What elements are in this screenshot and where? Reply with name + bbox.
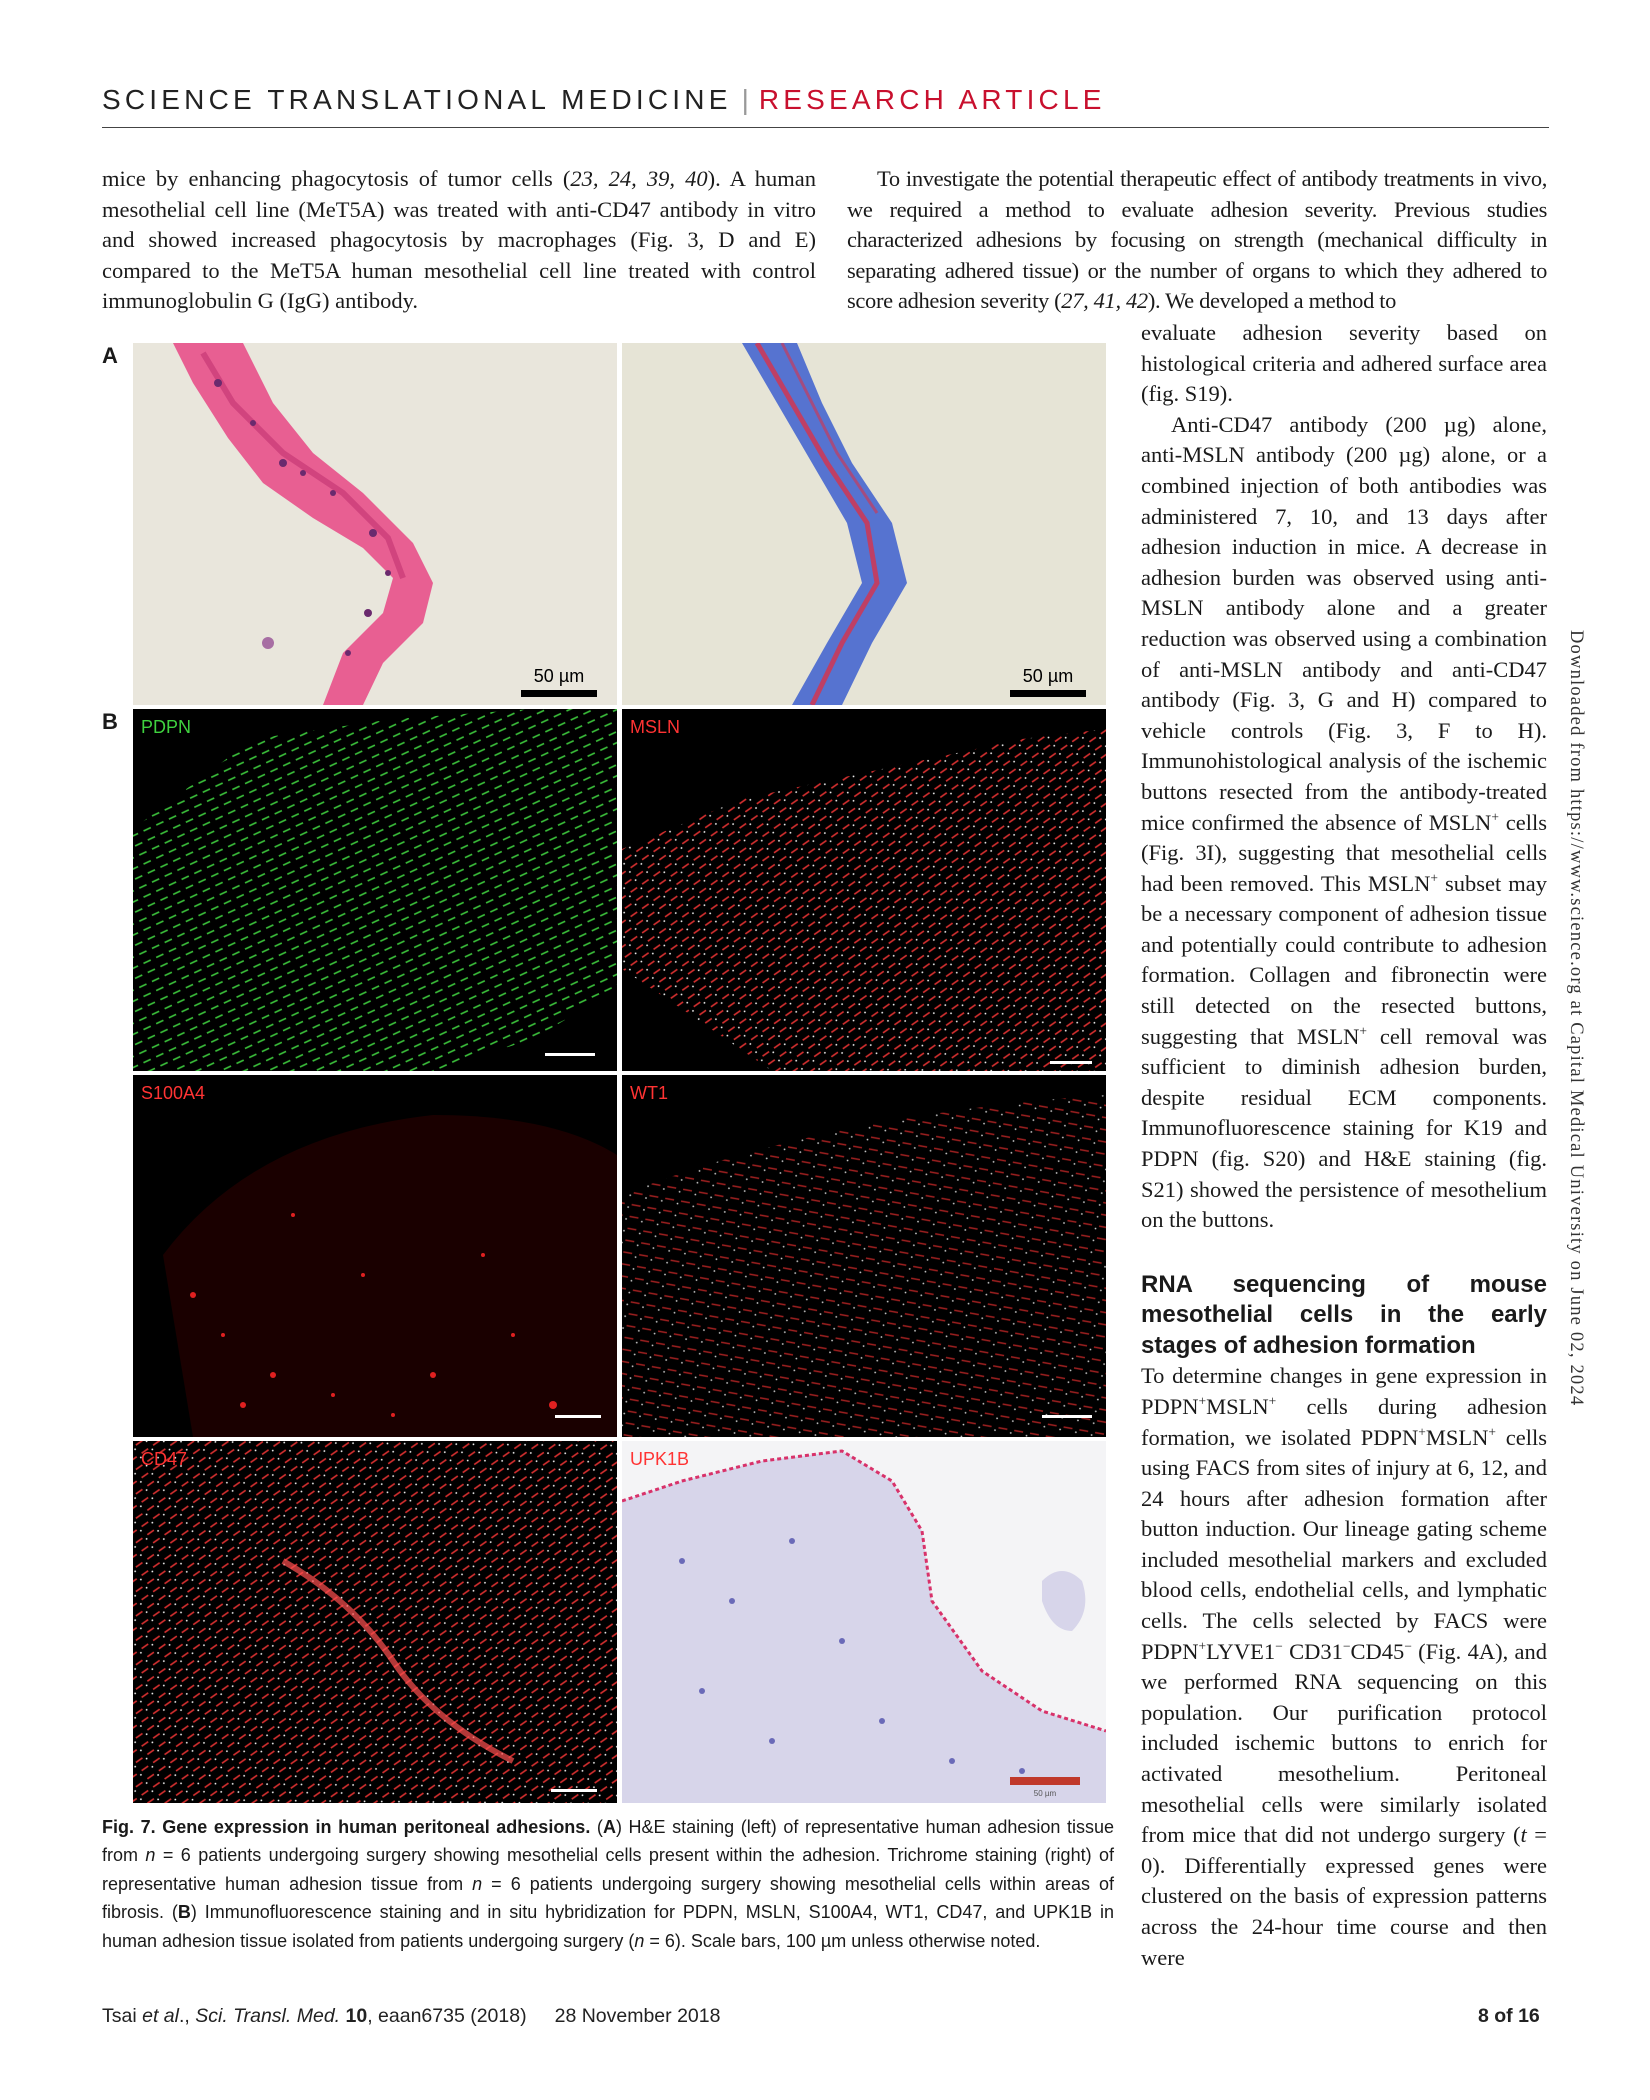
scale-bar (555, 1415, 601, 1418)
section-name: RESEARCH ARTICLE (758, 84, 1106, 115)
upk1b-scale-bar (1010, 1777, 1080, 1785)
page-number: 8 of 16 (1478, 2005, 1540, 2027)
pdpn-fluorescence-image (133, 709, 617, 1071)
msln-panel (622, 709, 1106, 1071)
s100a4-panel (133, 1075, 617, 1437)
upk1b-scale-label: 50 µm (1033, 1789, 1057, 1798)
section-heading: RNA sequencing of mouse mesothelial cells in the early stages of adhesion formation (1141, 1270, 1547, 1359)
figure-caption: Fig. 7. Gene expression in human peritoneal adhesions. (A) H&E staining (left) of representative human adhesion tissue from n = 6 patients undergoing surgery showing mesothelial cells present within the adhesion. Trichrome staining (right) of representative human adhesion tissue from n = 6 patients undergoing surgery showing mesothelial cells within areas of fibrosis. (B) Immunofluorescence staining and in situ hybridization for PDPN, MSLN, S100A4, WT1, CD47, and UPK1B in human adhesion tissue isolated from patients undergoing surgery (n = 6). Scale bars, 100 µm unless otherwise noted. (102, 1817, 1114, 1951)
panel-label-pdpn: PDPN (141, 717, 192, 737)
scale-label: 50 µm (533, 666, 585, 686)
msln-fluorescence-image (622, 709, 1106, 1071)
wt1-fluorescence-image (622, 1075, 1106, 1437)
he-stain-panel (133, 343, 617, 705)
download-notice: Downloaded from https://www.science.org at Capital Medical University on June 02, 2024 (1566, 630, 1586, 1407)
running-header (102, 84, 1106, 116)
scale-bar-a-left (521, 665, 597, 697)
figure-label-a: A (102, 343, 118, 368)
panel-label-wt1: WT1 (630, 1083, 668, 1103)
upk1b-ish-image (622, 1441, 1106, 1803)
left-intro-paragraph: mice by enhancing phagocytosis of tumor cells (23, 24, 39, 40). A human mesothelial cell line (MeT5A) was treated with anti-CD47 antibody in vitro and showed increased phagocytosis by macrophages (Fig. 3, D and E) compared to the MeT5A human mesothelial cell line treated with control immunoglobulin G (IgG) antibody. (102, 166, 816, 314)
scale-bar (545, 1053, 595, 1056)
scale-bar (1042, 1415, 1092, 1418)
panel-label-cd47: CD47 (141, 1449, 188, 1469)
footer-date: 28 November 2018 (554, 2005, 721, 2027)
right-column: evaluate adhesion severity based on histological criteria and adhered surface area (fig. S19). Anti-CD47 antibody (200 µg) alone, anti-MSLN antibody (200 µg) alone, or a combined injection of both antibodies was administered 7, 10, and 13 days after adhesion induction in mice. A decrease in adhesion burden was observed using anti-MSLN antibody alone and a greater reduction was observed using a combination of anti-MSLN antibody and anti-CD47 antibody (Fig. 3, G and H) compared to vehicle controls (Fig. 3, F to H). Immunohistological analysis of the ischemic buttons resected from the antibody-treated mice confirmed the absence of MSLN+ cells (Fig. 3I), suggesting that mesothelial cells had been removed. This MSLN+ subset may be a necessary component of adhesion tissue and potentially could contribute to adhesion formation. Collagen and fibronectin were still detected on the resected buttons, suggesting that MSLN+ cell removal was sufficient to diminish adhesion burden, despite residual ECM components. Immunofluorescence staining for K19 and PDPN (fig. S20) and H&E staining (fig. S21) showed the persistence of mesothelium on the buttons. RNA sequencing of mouse mesothelial cells in the early stages of adhesion formation To determine changes in gene expression in PDPN+MSLN+ cells during adhesion formation, we isolated PDPN+MSLN+ cells using FACS from sites of injury at 6, 12, and 24 hours after adhesion formation after button induction. Our lineage gating scheme included mesothelial markers and excluded blood cells, endothelial cells, and lymphatic cells. The cells selected by FACS were PDPN+LYVE1− CD31−CD45− (Fig. 4A), and we performed RNA sequencing on this population. Our purification protocol included ischemic buttons to enrich for activated mesothelium. Peritoneal mesothelial cells were similarly isolated from mice that did not undergo surgery (t = 0). Differentially expressed genes were clustered on the basis of expression patterns across the 24-hour time course and then were (1141, 320, 1548, 1970)
right-intro-paragraph: To investigate the potential therapeutic effect of antibody treatments in vivo, we required a method to evaluate adhesion severity. Previous studies characterized adhesions by focusing on strength (mechanical difficulty in separating adhered tissue) or the number of organs to which they adhered to score adhesion severity (27, 41, 42). We developed a method to (847, 166, 1547, 314)
scale-label: 50 µm (1022, 666, 1074, 686)
caption-title: Fig. 7. Gene expression in human peritoneal adhesions. (102, 1817, 591, 1837)
figure-label-b: B (102, 709, 118, 734)
pdpn-panel (133, 709, 617, 1071)
header-rule (102, 127, 1549, 128)
trichrome-tissue-image (622, 343, 1106, 705)
scale-bar (1050, 1061, 1092, 1064)
panel-label-msln: MSLN (630, 717, 681, 737)
s100a4-fluorescence-image (133, 1075, 617, 1437)
upk1b-panel (622, 1441, 1106, 1803)
cd47-fluorescence-image (133, 1441, 617, 1803)
panel-label-upk1b: UPK1B (630, 1449, 690, 1469)
scale-bar (551, 1789, 597, 1792)
trichrome-stain-panel (622, 343, 1106, 705)
wt1-panel (622, 1075, 1106, 1437)
footer-citation: Tsai et al., Sci. Transl. Med. 10, eaan6735 (2018) 28 November 2018 (102, 2005, 721, 2027)
scale-bar-a-right (1010, 665, 1086, 697)
cd47-panel (133, 1441, 617, 1803)
journal-name: SCIENCE TRANSLATIONAL MEDICINE (102, 84, 732, 115)
he-tissue-image (133, 343, 617, 705)
panel-label-s100a4: S100A4 (141, 1083, 206, 1103)
header-separator: | (741, 84, 749, 115)
